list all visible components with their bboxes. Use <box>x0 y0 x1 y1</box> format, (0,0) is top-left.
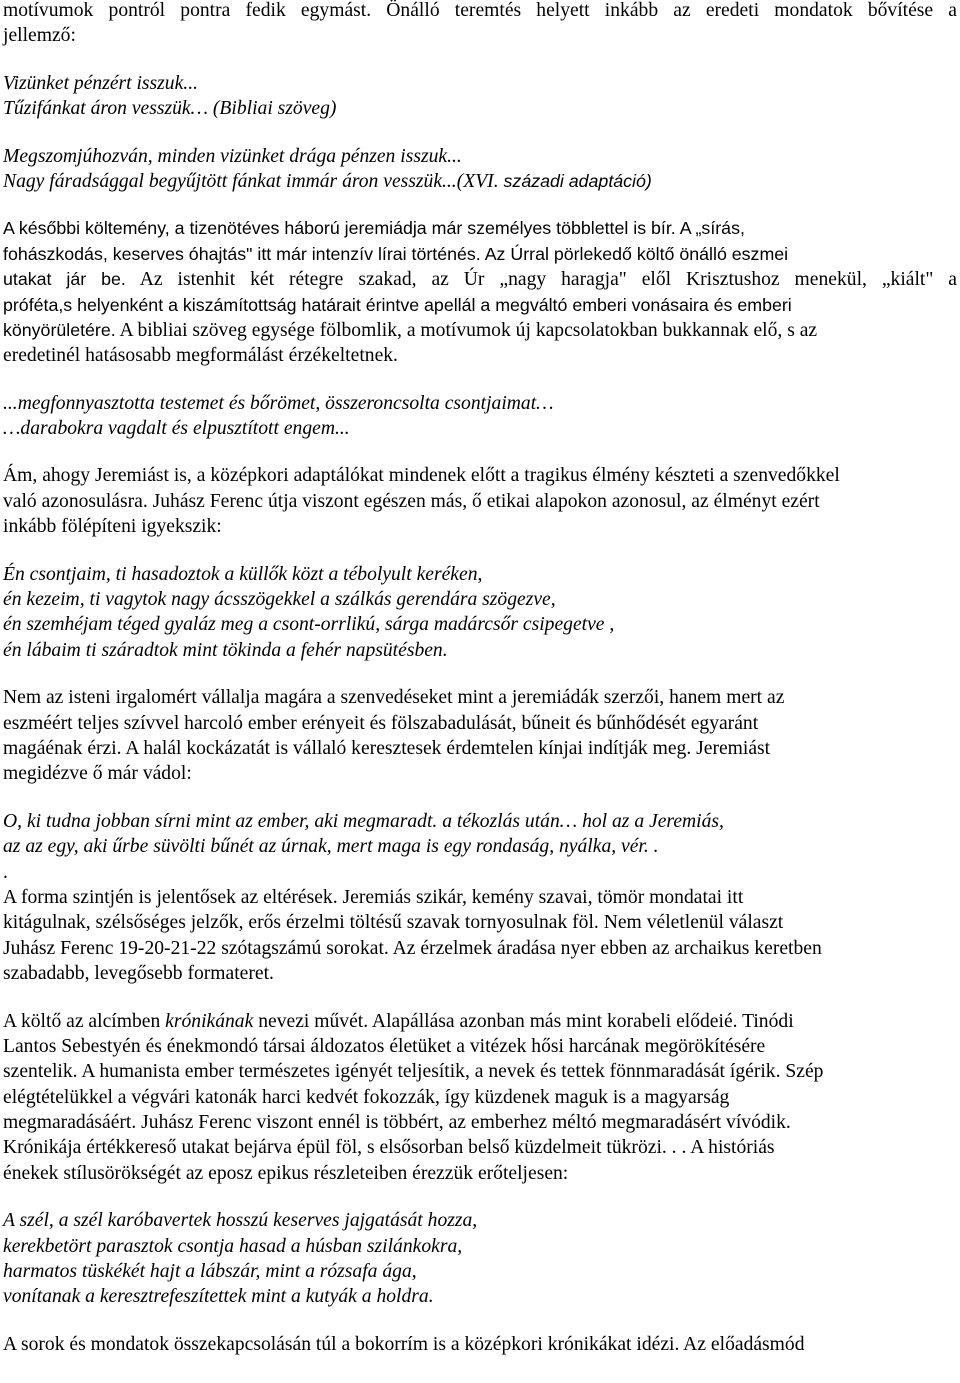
paragraph-line: szabadabb, levegősebb formateret. <box>3 963 274 985</box>
sans-text: próféta,s helyenként a kiszámítottság határait érintve apellál a megváltó emberi vonásaira és emberi <box>3 294 792 315</box>
paragraph-line: kitágulnak, szélsőséges jelzők, erős érzelmi töltésű szavak tornyosulnak föl. Nem véletlenül választ <box>3 912 784 934</box>
quote-line: …darabokra vagdalt és elpusztított engem... <box>3 418 350 440</box>
poem-line: kerekbetört parasztok csontja hasad a húsban szilánkokra, <box>3 1235 463 1257</box>
paragraph-line: Lantos Sebestyén és énekmondó társai áldozatos életüket a vitézek hősi harcának megörökítésére <box>3 1035 766 1057</box>
quote-line: ...megfonnyasztotta testemet és bőrömet, összeroncsolta csontjaimat… <box>3 392 554 414</box>
sans-text: utakat jár be. <box>3 269 126 290</box>
sans-text: Az Úrral pörlekedő költő önálló eszmei <box>480 243 789 264</box>
paragraph-line: jellemző: <box>3 25 76 47</box>
paragraph-line: elégtételükkel a végvári katonák harci kedvét fokozzák, így küzdenek maguk is a magyarság <box>3 1086 730 1108</box>
quote-text: Nagy fáradsággal begyűjtött fánkat immár áron vesszük...(XVI. <box>3 170 499 192</box>
poem-line: az az egy, aki űrbe süvölti bűnét az úrnak, mert maga is egy rondaság, nyálka, vér. . <box>3 836 659 858</box>
sans-text: A későbbi költemény, a tizenötéves háború jeremiádja már személyes többlettel is bír. <box>3 218 676 239</box>
paragraph-line: Ám, ahogy Jeremiást is, a középkori adaptálókat mindenek előtt a tragikus élmény készteti a szenvedőkkel <box>3 465 840 487</box>
paragraph-line: . <box>3 861 8 883</box>
poem-line: én lábaim ti száradtok mint tökinda a fehér napsütésben. <box>3 639 448 661</box>
poem-line: harmatos tüskékét hajt a lábszár, mint a rózsafa ága, <box>3 1261 417 1283</box>
serif-text: nevezi művét. Alapállása azonban más mint korabeli elődeié. Tinódi <box>253 1010 794 1032</box>
paragraph-line <box>3 267 957 292</box>
paragraph-line <box>3 318 957 343</box>
paragraph-line: A forma szintjén is jelentősek az eltérések. Jeremiás szikár, kemény szavai, tömör mondatai itt <box>3 886 744 908</box>
serif-text: A bibliai szöveg egysége fölbomlik, a motívumok új kapcsolatokban bukkannak elő, s az <box>115 319 818 341</box>
poem-line: Én csontjaim, ti hasadoztok a küllők közt a tébolyult keréken, <box>3 563 483 585</box>
paragraph-line: megidézve ő már vádol: <box>3 763 192 785</box>
paragraph-line: szentelik. A humanista ember természetes igényét teljesítik, a nevek és tettek fönnmaradását ígérik. Szép <box>3 1061 824 1083</box>
paragraph-line <box>3 216 957 241</box>
paragraph-line: eszméért teljes szívvel harcoló ember erényeit és fölszabadulását, bűneit és bűnhődését egyaránt <box>3 712 759 734</box>
paragraph-line: Krónikája értékkereső utakat bejárva épül föl, s elsősorban belső küzdelmeit tükrözi. . . A históriás <box>3 1137 775 1159</box>
paragraph-line <box>3 242 957 267</box>
poem-line: én szemhéjam téged gyaláz meg a csont-orrlikú, sárga madárcsőr csipegetve , <box>3 614 615 636</box>
paragraph-line <box>3 1009 957 1034</box>
serif-text: A költő az alcímben <box>3 1010 166 1032</box>
paragraph-line: motívumok pontról pontra fedik egymást. Önálló teremtés helyett inkább az eredeti mondatok bővítése a <box>3 0 957 21</box>
poem-line: A szél, a szél karóbavertek hosszú keserves jajgatását hozza, <box>3 1210 478 1232</box>
serif-text: Az istenhit két rétegre szakad, az Úr „nagy haragja" elől Krisztushoz menekül, „kiált" a <box>125 269 957 291</box>
poem-line: én kezeim, ti vagytok nagy ácsszögekkel a szálkás gerendára szögezve, <box>3 589 556 611</box>
paragraph-line: Nem az isteni irgalomért vállalja magára a szenvedéseket mint a jeremiádák szerzői, hanem mert az <box>3 687 785 709</box>
paragraph-line: megmaradásáért. Juhász Ferenc viszont ennél is többért, az emberhez méltó megmaradásért vívódik. <box>3 1112 791 1134</box>
quote-source: századi adaptáció) <box>498 170 652 191</box>
paragraph-line: Juhász Ferenc 19-20-21-22 szótagszámú sorokat. Az érzelmek áradása nyer ebben az archaikus keretben <box>3 937 822 959</box>
paragraph-line: eredetinél hatásosabb megformálást érzékeltetnek. <box>3 345 398 367</box>
paragraph-line: való azonosulásra. Juhász Ferenc útja viszont egészen más, ő etikai alapokon azonosul, az élményt ezért <box>3 490 820 512</box>
sans-text: A „sírás, <box>675 218 745 239</box>
poem-line: vonítanak a keresztrefeszítettek mint a kutyák a holdra. <box>3 1286 434 1308</box>
paragraph-line: énekek stílusörökségét az eposz epikus részleteiben érezzük erőteljesen: <box>3 1162 569 1184</box>
document-page <box>3 0 957 1357</box>
paragraph-line <box>3 293 957 318</box>
poem-line: O, ki tudna jobban sírni mint az ember, aki megmaradt. a tékozlás után… hol az a Jeremiás, <box>3 810 724 832</box>
quote-line <box>3 169 957 194</box>
paragraph-line: A sorok és mondatok összekapcsolásán túl a bokorrím is a középkori krónikákat idézi. Az előadásmód <box>3 1333 805 1355</box>
paragraph-line: magáénak érzi. A halál kockázatát is vállaló keresztesek érdemtelen kínjai indítják meg. Jeremiást <box>3 737 771 759</box>
sans-text: fohászkodás, keserves óhajtás" itt már intenzív lírai történés. <box>3 243 481 264</box>
paragraph-line: inkább fölépíteni igyekszik: <box>3 516 222 538</box>
emphasis-text: krónikának <box>165 1010 254 1032</box>
sans-text: könyörületére. <box>3 319 116 340</box>
quote-line: Tűzifánkat áron vesszük… (Bibliai szöveg) <box>3 98 337 120</box>
quote-line: Vizünket pénzért isszuk... <box>3 72 198 94</box>
quote-line: Megszomjúhozván, minden vizünket drága pénzen isszuk... <box>3 145 462 167</box>
